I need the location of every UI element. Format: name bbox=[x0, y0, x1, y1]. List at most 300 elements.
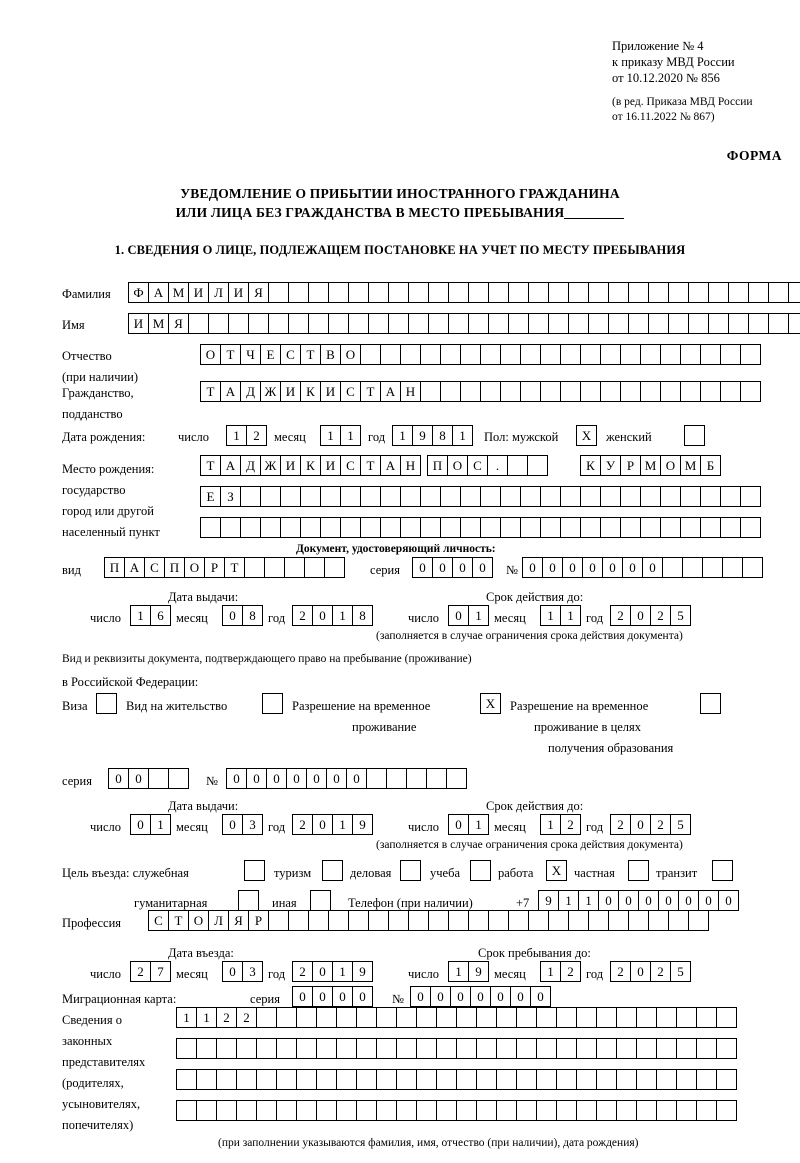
checkbox-purpose-tourism[interactable] bbox=[322, 860, 343, 881]
field-doc-valid-day[interactable] bbox=[448, 605, 488, 626]
form-cell[interactable] bbox=[256, 1007, 277, 1028]
form-cell[interactable] bbox=[446, 768, 467, 789]
form-cell[interactable] bbox=[676, 1069, 697, 1090]
form-cell[interactable]: 0 bbox=[286, 768, 307, 789]
field-birth-day[interactable] bbox=[226, 425, 266, 446]
form-cell[interactable] bbox=[396, 1100, 417, 1121]
form-cell[interactable]: Р bbox=[248, 910, 269, 931]
field-reps-row-2[interactable] bbox=[176, 1038, 736, 1059]
form-cell[interactable] bbox=[240, 486, 261, 507]
form-cell[interactable] bbox=[276, 1069, 297, 1090]
form-cell[interactable] bbox=[336, 1069, 357, 1090]
form-cell[interactable]: 8 bbox=[352, 605, 373, 626]
form-cell[interactable] bbox=[336, 1007, 357, 1028]
form-cell[interactable] bbox=[656, 1038, 677, 1059]
form-cell[interactable] bbox=[440, 517, 461, 538]
form-cell[interactable] bbox=[600, 344, 621, 365]
form-cell[interactable] bbox=[324, 557, 345, 578]
form-cell[interactable]: 1 bbox=[392, 425, 413, 446]
form-cell[interactable] bbox=[716, 1007, 737, 1028]
form-cell[interactable] bbox=[616, 1007, 637, 1028]
form-cell[interactable] bbox=[580, 486, 601, 507]
form-cell[interactable]: 0 bbox=[306, 768, 327, 789]
form-cell[interactable] bbox=[580, 517, 601, 538]
form-cell[interactable] bbox=[516, 1038, 537, 1059]
form-cell[interactable]: 0 bbox=[642, 557, 663, 578]
form-cell[interactable] bbox=[340, 517, 361, 538]
form-cell[interactable]: 2 bbox=[246, 425, 267, 446]
form-cell[interactable] bbox=[556, 1038, 577, 1059]
form-cell[interactable] bbox=[528, 910, 549, 931]
form-cell[interactable] bbox=[416, 1069, 437, 1090]
form-cell[interactable] bbox=[388, 313, 409, 334]
form-cell[interactable]: Е bbox=[200, 486, 221, 507]
checkbox-purpose-work[interactable]: Х bbox=[546, 860, 567, 881]
form-cell[interactable] bbox=[420, 517, 441, 538]
form-cell[interactable] bbox=[588, 910, 609, 931]
field-doc-kind[interactable] bbox=[104, 557, 344, 578]
form-cell[interactable]: А bbox=[220, 455, 241, 476]
form-cell[interactable] bbox=[576, 1038, 597, 1059]
form-cell[interactable]: 0 bbox=[108, 768, 129, 789]
form-cell[interactable] bbox=[616, 1069, 637, 1090]
form-cell[interactable]: 9 bbox=[538, 890, 559, 911]
form-cell[interactable]: 0 bbox=[312, 961, 333, 982]
form-cell[interactable] bbox=[728, 282, 749, 303]
form-cell[interactable] bbox=[608, 910, 629, 931]
form-cell[interactable] bbox=[496, 1007, 517, 1028]
form-cell[interactable] bbox=[500, 381, 521, 402]
field-stay-valid-month[interactable] bbox=[540, 814, 580, 835]
form-cell[interactable] bbox=[168, 768, 189, 789]
form-cell[interactable] bbox=[268, 282, 289, 303]
form-cell[interactable]: 0 bbox=[698, 890, 719, 911]
form-cell[interactable] bbox=[700, 381, 721, 402]
form-cell[interactable]: 6 bbox=[150, 605, 171, 626]
form-cell[interactable]: 9 bbox=[412, 425, 433, 446]
form-cell[interactable]: 1 bbox=[340, 425, 361, 446]
checkbox-visa[interactable] bbox=[96, 693, 117, 714]
form-cell[interactable] bbox=[480, 344, 501, 365]
form-cell[interactable]: 2 bbox=[292, 961, 313, 982]
form-cell[interactable] bbox=[300, 517, 321, 538]
form-cell[interactable]: П bbox=[427, 455, 448, 476]
form-cell[interactable] bbox=[388, 282, 409, 303]
form-cell[interactable]: 0 bbox=[222, 961, 243, 982]
form-cell[interactable]: 5 bbox=[670, 961, 691, 982]
field-birth-state[interactable] bbox=[200, 455, 420, 476]
form-cell[interactable]: Я bbox=[168, 313, 189, 334]
form-cell[interactable]: М bbox=[148, 313, 169, 334]
form-cell[interactable]: О bbox=[184, 557, 205, 578]
form-cell[interactable] bbox=[568, 282, 589, 303]
form-cell[interactable]: С bbox=[340, 455, 361, 476]
form-cell[interactable]: 7 bbox=[150, 961, 171, 982]
checkbox-residence-permit[interactable] bbox=[262, 693, 283, 714]
field-entry-year[interactable] bbox=[292, 961, 372, 982]
form-cell[interactable]: 0 bbox=[246, 768, 267, 789]
form-cell[interactable] bbox=[688, 282, 709, 303]
form-cell[interactable] bbox=[440, 344, 461, 365]
form-cell[interactable] bbox=[556, 1069, 577, 1090]
form-cell[interactable] bbox=[748, 313, 769, 334]
form-cell[interactable] bbox=[396, 1038, 417, 1059]
form-cell[interactable] bbox=[200, 517, 221, 538]
form-cell[interactable] bbox=[520, 486, 541, 507]
form-cell[interactable] bbox=[476, 1038, 497, 1059]
form-cell[interactable]: 1 bbox=[332, 814, 353, 835]
form-cell[interactable] bbox=[308, 313, 329, 334]
form-cell[interactable] bbox=[440, 381, 461, 402]
form-cell[interactable] bbox=[520, 344, 541, 365]
form-cell[interactable] bbox=[576, 1069, 597, 1090]
form-cell[interactable] bbox=[520, 381, 541, 402]
field-mc-number[interactable] bbox=[410, 986, 550, 1007]
checkbox-purpose-transit[interactable] bbox=[712, 860, 733, 881]
form-cell[interactable]: 0 bbox=[312, 605, 333, 626]
form-cell[interactable]: А bbox=[220, 381, 241, 402]
form-cell[interactable] bbox=[507, 455, 528, 476]
form-cell[interactable] bbox=[456, 1100, 477, 1121]
form-cell[interactable] bbox=[508, 282, 529, 303]
form-cell[interactable]: Т bbox=[168, 910, 189, 931]
form-cell[interactable] bbox=[708, 313, 729, 334]
form-cell[interactable] bbox=[216, 1069, 237, 1090]
form-cell[interactable]: С bbox=[144, 557, 165, 578]
form-cell[interactable]: 1 bbox=[130, 605, 151, 626]
field-stay-valid-day[interactable] bbox=[448, 814, 488, 835]
form-cell[interactable] bbox=[620, 486, 641, 507]
form-cell[interactable] bbox=[660, 344, 681, 365]
form-cell[interactable] bbox=[722, 557, 743, 578]
form-cell[interactable] bbox=[540, 381, 561, 402]
form-cell[interactable] bbox=[520, 517, 541, 538]
form-cell[interactable] bbox=[428, 282, 449, 303]
form-cell[interactable]: Т bbox=[220, 344, 241, 365]
form-cell[interactable]: И bbox=[320, 381, 341, 402]
field-doc-issue-day[interactable] bbox=[130, 605, 170, 626]
form-cell[interactable] bbox=[348, 910, 369, 931]
form-cell[interactable]: И bbox=[320, 455, 341, 476]
form-cell[interactable] bbox=[656, 1007, 677, 1028]
form-cell[interactable] bbox=[400, 517, 421, 538]
field-doc-issue-month[interactable] bbox=[222, 605, 262, 626]
form-cell[interactable]: Т bbox=[200, 455, 221, 476]
form-cell[interactable]: 0 bbox=[450, 986, 471, 1007]
checkbox-sex-female[interactable] bbox=[684, 425, 705, 446]
form-cell[interactable] bbox=[368, 910, 389, 931]
form-cell[interactable] bbox=[620, 517, 641, 538]
form-cell[interactable]: И bbox=[188, 282, 209, 303]
form-cell[interactable]: Р bbox=[620, 455, 641, 476]
form-cell[interactable] bbox=[480, 381, 501, 402]
form-cell[interactable] bbox=[256, 1100, 277, 1121]
form-cell[interactable] bbox=[400, 486, 421, 507]
form-cell[interactable]: 0 bbox=[522, 557, 543, 578]
form-cell[interactable] bbox=[148, 768, 169, 789]
form-cell[interactable] bbox=[620, 344, 641, 365]
field-reps-row-4[interactable] bbox=[176, 1100, 736, 1121]
form-cell[interactable]: 0 bbox=[562, 557, 583, 578]
form-cell[interactable] bbox=[316, 1038, 337, 1059]
form-cell[interactable]: Н bbox=[400, 455, 421, 476]
form-cell[interactable] bbox=[276, 1100, 297, 1121]
form-cell[interactable]: С bbox=[340, 381, 361, 402]
form-cell[interactable] bbox=[696, 1069, 717, 1090]
field-surname[interactable] bbox=[128, 282, 800, 303]
field-stay-series[interactable] bbox=[108, 768, 188, 789]
form-cell[interactable] bbox=[720, 486, 741, 507]
form-cell[interactable] bbox=[288, 282, 309, 303]
field-doc-valid-year[interactable] bbox=[610, 605, 690, 626]
form-cell[interactable] bbox=[600, 486, 621, 507]
form-cell[interactable]: 0 bbox=[222, 605, 243, 626]
form-cell[interactable] bbox=[660, 381, 681, 402]
form-cell[interactable] bbox=[268, 313, 289, 334]
form-cell[interactable] bbox=[176, 1069, 197, 1090]
form-cell[interactable] bbox=[556, 1100, 577, 1121]
form-cell[interactable] bbox=[580, 381, 601, 402]
form-cell[interactable]: 1 bbox=[320, 425, 341, 446]
form-cell[interactable] bbox=[660, 517, 681, 538]
form-cell[interactable]: Е bbox=[260, 344, 281, 365]
form-cell[interactable] bbox=[676, 1038, 697, 1059]
form-cell[interactable] bbox=[696, 1038, 717, 1059]
form-cell[interactable] bbox=[788, 282, 800, 303]
form-cell[interactable]: 1 bbox=[560, 605, 581, 626]
form-cell[interactable] bbox=[700, 517, 721, 538]
field-doc-series[interactable] bbox=[412, 557, 492, 578]
form-cell[interactable] bbox=[460, 486, 481, 507]
form-cell[interactable]: 0 bbox=[470, 986, 491, 1007]
form-cell[interactable] bbox=[468, 313, 489, 334]
form-cell[interactable] bbox=[682, 557, 703, 578]
form-cell[interactable]: Т bbox=[200, 381, 221, 402]
form-cell[interactable] bbox=[376, 1007, 397, 1028]
form-cell[interactable]: 0 bbox=[430, 986, 451, 1007]
form-cell[interactable]: 0 bbox=[346, 768, 367, 789]
form-cell[interactable]: 2 bbox=[130, 961, 151, 982]
form-cell[interactable] bbox=[296, 1038, 317, 1059]
form-cell[interactable] bbox=[468, 910, 489, 931]
form-cell[interactable] bbox=[596, 1100, 617, 1121]
form-cell[interactable] bbox=[320, 517, 341, 538]
field-birth-city-part2[interactable] bbox=[580, 455, 720, 476]
form-cell[interactable] bbox=[280, 486, 301, 507]
form-cell[interactable] bbox=[668, 313, 689, 334]
form-cell[interactable] bbox=[640, 344, 661, 365]
form-cell[interactable] bbox=[300, 486, 321, 507]
form-cell[interactable] bbox=[516, 1069, 537, 1090]
form-cell[interactable]: 9 bbox=[352, 814, 373, 835]
form-cell[interactable]: 2 bbox=[236, 1007, 257, 1028]
form-cell[interactable]: И bbox=[128, 313, 149, 334]
form-cell[interactable]: 0 bbox=[490, 986, 511, 1007]
form-cell[interactable] bbox=[236, 1038, 257, 1059]
form-cell[interactable] bbox=[500, 517, 521, 538]
form-cell[interactable] bbox=[276, 1007, 297, 1028]
form-cell[interactable]: 0 bbox=[630, 814, 651, 835]
form-cell[interactable]: К bbox=[300, 381, 321, 402]
form-cell[interactable] bbox=[568, 313, 589, 334]
form-cell[interactable] bbox=[280, 517, 301, 538]
form-cell[interactable]: 0 bbox=[452, 557, 473, 578]
form-cell[interactable] bbox=[740, 344, 761, 365]
form-cell[interactable]: О bbox=[660, 455, 681, 476]
form-cell[interactable] bbox=[288, 910, 309, 931]
form-cell[interactable] bbox=[576, 1007, 597, 1028]
form-cell[interactable]: 1 bbox=[578, 890, 599, 911]
form-cell[interactable]: 2 bbox=[610, 961, 631, 982]
form-cell[interactable]: 0 bbox=[582, 557, 603, 578]
form-cell[interactable] bbox=[360, 486, 381, 507]
form-cell[interactable] bbox=[560, 381, 581, 402]
form-cell[interactable] bbox=[636, 1100, 657, 1121]
form-cell[interactable]: 0 bbox=[326, 768, 347, 789]
form-cell[interactable] bbox=[696, 1100, 717, 1121]
form-cell[interactable] bbox=[400, 344, 421, 365]
form-cell[interactable] bbox=[448, 282, 469, 303]
checkbox-temp-residence[interactable]: Х bbox=[480, 693, 501, 714]
form-cell[interactable] bbox=[500, 486, 521, 507]
form-cell[interactable]: К bbox=[580, 455, 601, 476]
form-cell[interactable] bbox=[368, 313, 389, 334]
form-cell[interactable] bbox=[668, 910, 689, 931]
form-cell[interactable] bbox=[456, 1007, 477, 1028]
form-cell[interactable] bbox=[360, 344, 381, 365]
form-cell[interactable]: 2 bbox=[560, 814, 581, 835]
field-stay-year[interactable] bbox=[610, 961, 690, 982]
form-cell[interactable] bbox=[568, 910, 589, 931]
form-cell[interactable]: Я bbox=[248, 282, 269, 303]
form-cell[interactable] bbox=[426, 768, 447, 789]
form-cell[interactable] bbox=[600, 517, 621, 538]
form-cell[interactable] bbox=[176, 1038, 197, 1059]
form-cell[interactable] bbox=[196, 1069, 217, 1090]
form-cell[interactable] bbox=[700, 344, 721, 365]
form-cell[interactable] bbox=[368, 282, 389, 303]
form-cell[interactable] bbox=[548, 282, 569, 303]
checkbox-purpose-business[interactable] bbox=[400, 860, 421, 881]
form-cell[interactable] bbox=[386, 768, 407, 789]
form-cell[interactable]: Т bbox=[360, 381, 381, 402]
form-cell[interactable] bbox=[260, 486, 281, 507]
form-cell[interactable]: 2 bbox=[610, 605, 631, 626]
form-cell[interactable] bbox=[304, 557, 325, 578]
form-cell[interactable]: С bbox=[280, 344, 301, 365]
form-cell[interactable]: Д bbox=[240, 455, 261, 476]
form-cell[interactable]: Т bbox=[224, 557, 245, 578]
form-cell[interactable]: 0 bbox=[510, 986, 531, 1007]
form-cell[interactable] bbox=[480, 517, 501, 538]
form-cell[interactable] bbox=[540, 486, 561, 507]
form-cell[interactable] bbox=[660, 486, 681, 507]
form-cell[interactable] bbox=[640, 517, 661, 538]
form-cell[interactable] bbox=[728, 313, 749, 334]
form-cell[interactable] bbox=[620, 381, 641, 402]
field-birth-city-row3[interactable] bbox=[200, 517, 760, 538]
form-cell[interactable] bbox=[196, 1100, 217, 1121]
form-cell[interactable] bbox=[220, 517, 241, 538]
field-birth-year[interactable] bbox=[392, 425, 472, 446]
form-cell[interactable] bbox=[636, 1007, 657, 1028]
form-cell[interactable]: 0 bbox=[352, 986, 373, 1007]
form-cell[interactable] bbox=[264, 557, 285, 578]
form-cell[interactable] bbox=[284, 557, 305, 578]
form-cell[interactable]: 0 bbox=[412, 557, 433, 578]
form-cell[interactable]: 0 bbox=[602, 557, 623, 578]
form-cell[interactable] bbox=[436, 1069, 457, 1090]
form-cell[interactable]: 1 bbox=[540, 814, 561, 835]
form-cell[interactable] bbox=[596, 1007, 617, 1028]
form-cell[interactable] bbox=[740, 381, 761, 402]
field-reps-row-3[interactable] bbox=[176, 1069, 736, 1090]
form-cell[interactable] bbox=[248, 313, 269, 334]
form-cell[interactable] bbox=[408, 313, 429, 334]
form-cell[interactable]: 0 bbox=[598, 890, 619, 911]
form-cell[interactable] bbox=[348, 282, 369, 303]
field-doc-issue-year[interactable] bbox=[292, 605, 372, 626]
form-cell[interactable]: 2 bbox=[216, 1007, 237, 1028]
form-cell[interactable] bbox=[366, 768, 387, 789]
form-cell[interactable]: 0 bbox=[312, 814, 333, 835]
form-cell[interactable] bbox=[702, 557, 723, 578]
form-cell[interactable] bbox=[336, 1038, 357, 1059]
form-cell[interactable]: 2 bbox=[560, 961, 581, 982]
form-cell[interactable]: И bbox=[280, 455, 301, 476]
field-patronymic[interactable] bbox=[200, 344, 760, 365]
form-cell[interactable] bbox=[676, 1100, 697, 1121]
form-cell[interactable] bbox=[596, 1038, 617, 1059]
form-cell[interactable] bbox=[416, 1100, 437, 1121]
form-cell[interactable] bbox=[448, 910, 469, 931]
form-cell[interactable] bbox=[708, 282, 729, 303]
form-cell[interactable] bbox=[380, 517, 401, 538]
form-cell[interactable] bbox=[408, 282, 429, 303]
form-cell[interactable] bbox=[260, 517, 281, 538]
form-cell[interactable]: М bbox=[680, 455, 701, 476]
form-cell[interactable] bbox=[560, 486, 581, 507]
field-entry-month[interactable] bbox=[222, 961, 262, 982]
form-cell[interactable] bbox=[648, 910, 669, 931]
form-cell[interactable] bbox=[680, 344, 701, 365]
field-profession[interactable] bbox=[148, 910, 708, 931]
form-cell[interactable] bbox=[508, 910, 529, 931]
form-cell[interactable]: А bbox=[148, 282, 169, 303]
form-cell[interactable] bbox=[480, 486, 501, 507]
form-cell[interactable] bbox=[440, 486, 461, 507]
form-cell[interactable] bbox=[768, 282, 789, 303]
field-citizenship[interactable] bbox=[200, 381, 760, 402]
form-cell[interactable]: 0 bbox=[312, 986, 333, 1007]
form-cell[interactable] bbox=[420, 486, 441, 507]
form-cell[interactable] bbox=[788, 313, 800, 334]
checkbox-sex-male[interactable]: Х bbox=[576, 425, 597, 446]
form-cell[interactable] bbox=[536, 1038, 557, 1059]
form-cell[interactable]: Я bbox=[228, 910, 249, 931]
form-cell[interactable] bbox=[356, 1007, 377, 1028]
form-cell[interactable] bbox=[640, 486, 661, 507]
form-cell[interactable] bbox=[308, 910, 329, 931]
form-cell[interactable] bbox=[716, 1069, 737, 1090]
form-cell[interactable]: 1 bbox=[448, 961, 469, 982]
form-cell[interactable] bbox=[308, 282, 329, 303]
form-cell[interactable] bbox=[740, 486, 761, 507]
form-cell[interactable] bbox=[460, 344, 481, 365]
checkbox-purpose-humanitarian[interactable] bbox=[238, 890, 259, 911]
form-cell[interactable] bbox=[536, 1007, 557, 1028]
form-cell[interactable] bbox=[548, 910, 569, 931]
